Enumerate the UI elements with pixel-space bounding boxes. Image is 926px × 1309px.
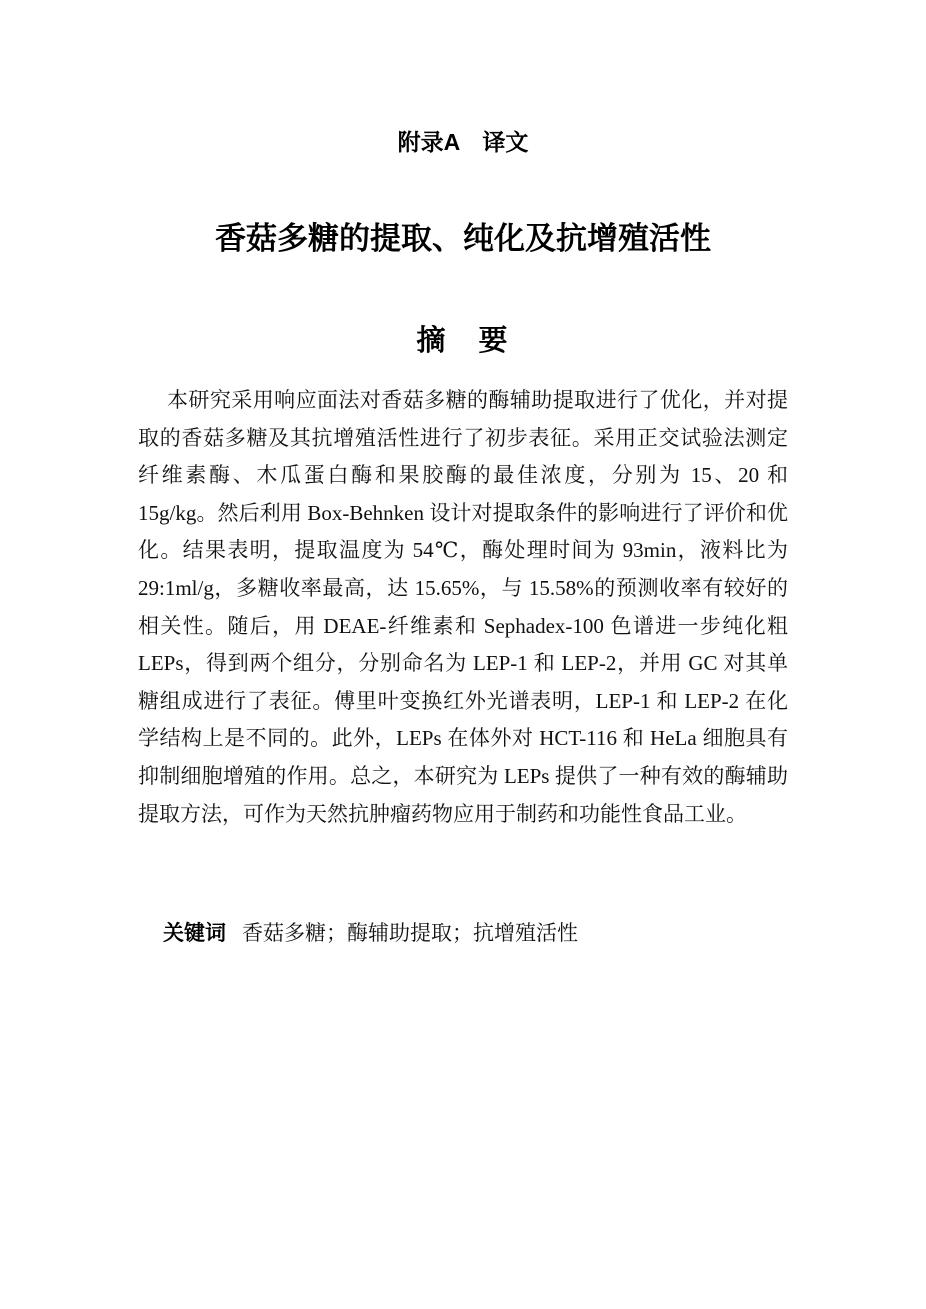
keywords-row <box>163 918 926 949</box>
keywords-label: 关键词 <box>163 922 226 946</box>
document-title: 香菇多糖的提取、纯化及抗增殖活性 <box>215 221 711 256</box>
appendix-heading: 附录A 译文 <box>397 129 529 155</box>
abstract-heading: 摘 要 <box>416 325 510 357</box>
abstract-paragraph: 本研究采用响应面法对香菇多糖的酶辅助提取进行了优化，并对提取的香菇多糖及其抗增殖活性进行了初步表征。采用正交试验法测定纤维素酶、木瓜蛋白酶和果胶酶的最佳浓度，分别为 15、20 和 15g/kg。然后利用 Box-Behnken 设计对提取条件的影响进行了评价和优化。结果表明，提取温度为 54℃，酶处理时间为 93min，液料比为 29:1ml/g，多糖收率最高，达 15.65%，与 15.58%的预测收率有较好的相关性。随后，用 DEAE-纤维素和 Sephadex-100 色谱进一步纯化粗 LEPs，得到两个组分，分别命名为 LEP-1 和 LEP-2，并用 GC 对其单糖组成进行了表征。傅里叶变换红外光谱表明，LEP-1 和 LEP-2 在化学结构上是不同的。此外，LEPs 在体外对 HCT-116 和 HeLa 细胞具有抑制细胞增殖的作用。总之，本研究为 LEPs 提供了一种有效的酶辅助提取方法，可作为天然抗肿瘤药物应用于制药和功能性食品工业。 <box>138 388 788 826</box>
keywords-text: 香菇多糖；酶辅助提取；抗增殖活性 <box>242 921 578 946</box>
